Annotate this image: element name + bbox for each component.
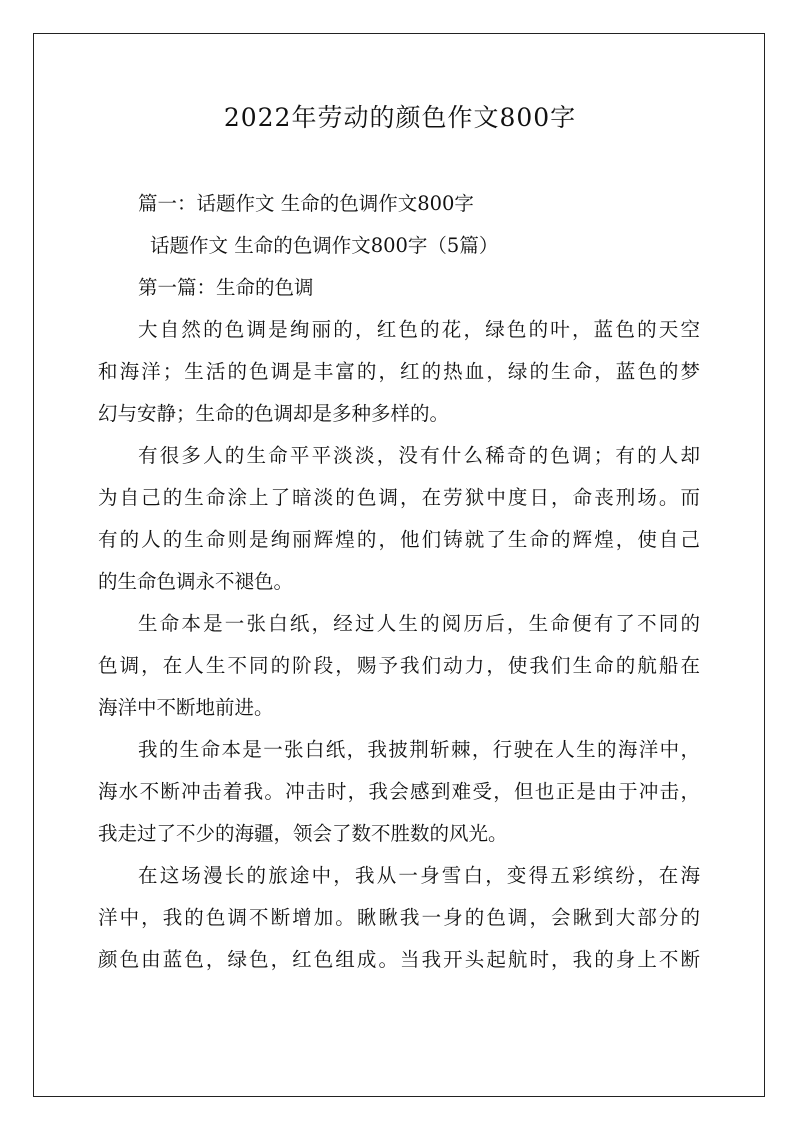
- paragraph-line: 我的生命本是一张白纸，我披荆斩棘，行驶在人生的海洋中，: [138, 738, 700, 761]
- paragraph-line: 洋中，我的色调不断增加。瞅瞅我一身的色调，会瞅到大部分的: [98, 906, 700, 929]
- paragraph-line: 大自然的色调是绚丽的，红色的花，绿色的叶，蓝色的天空: [138, 318, 700, 341]
- paragraph-line: 有的人的生命则是绚丽辉煌的，他们铸就了生命的辉煌，使自己: [98, 528, 700, 551]
- paragraph-line: 生命本是一张白纸，经过人生的阅历后，生命便有了不同的: [138, 612, 700, 635]
- paragraph-line: 在这场漫长的旅途中，我从一身雪白，变得五彩缤纷，在海: [138, 864, 700, 887]
- paragraph-line: 有很多人的生命平平淡淡，没有什么稀奇的色调；有的人却: [138, 444, 700, 467]
- document-title: 2022年劳动的颜色作文800字: [223, 103, 577, 132]
- paragraph-line: 的生命色调永不褪色。: [98, 570, 294, 593]
- paragraph-line: 和海洋；生活的色调是丰富的，红的热血，绿的生命，蓝色的梦: [98, 360, 700, 383]
- chapter-heading: 第一篇：生命的色调: [138, 276, 314, 299]
- paragraph-line: 海洋中不断地前进。: [98, 696, 274, 719]
- paragraph-line: 为自己的生命涂上了暗淡的色调，在劳狱中度日，命丧刑场。而: [98, 486, 700, 509]
- paragraph-line: 色调，在人生不同的阶段，赐予我们动力，使我们生命的航船在: [98, 654, 700, 677]
- subsection-heading: 话题作文 生命的色调作文800字（5篇）: [150, 234, 499, 257]
- paragraph-line: 海水不断冲击着我。冲击时，我会感到难受，但也正是由于冲击，: [98, 780, 700, 803]
- paragraph-line: 幻与安静；生命的色调却是多种多样的。: [98, 402, 450, 425]
- section-heading: 篇一：话题作文 生命的色调作文800字: [138, 192, 474, 215]
- paragraph-line: 颜色由蓝色，绿色，红色组成。当我开头起航时，我的身上不断: [98, 948, 700, 971]
- paragraph-line: 我走过了不少的海疆，领会了数不胜数的风光。: [98, 822, 508, 845]
